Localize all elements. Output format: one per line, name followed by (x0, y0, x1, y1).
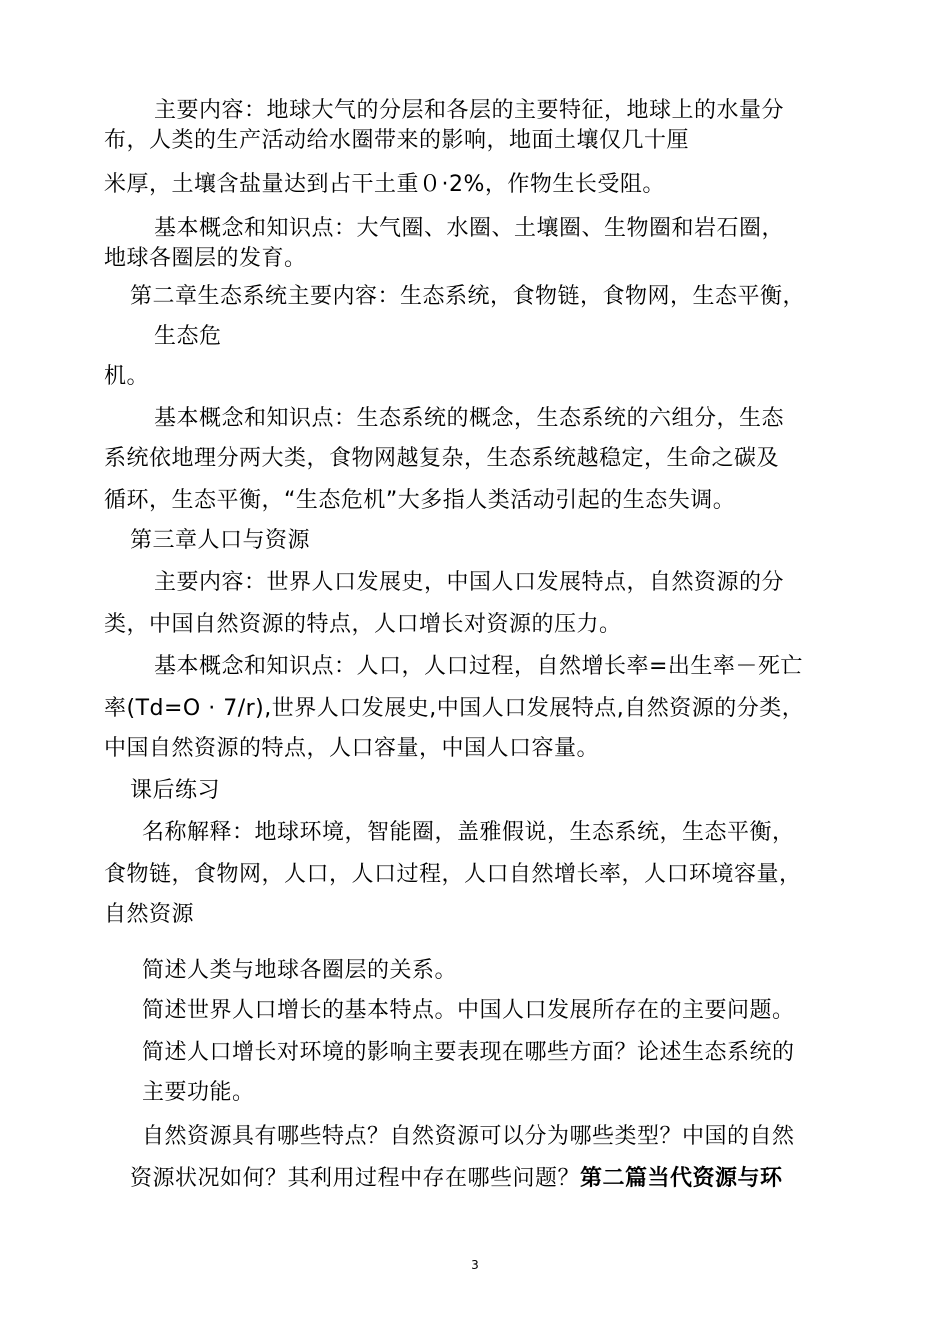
chapter-heading: 第三章人口与资源 (130, 528, 311, 553)
paragraph-line: 生态危 (154, 324, 222, 349)
paragraph-line: 基本概念和知识点：生态系统的概念，生态系统的六组分，生态 (154, 406, 785, 431)
paragraph-line: 类，中国自然资源的特点，人口增长对资源的压力。 (104, 612, 622, 637)
paragraph-line: 中国自然资源的特点，人口容量，中国人口容量。 (104, 736, 600, 761)
paragraph-line: 率(Td=O · 7/r),世界人口发展史,中国人口发展特点,自然资源的分类， (104, 696, 805, 721)
paragraph-line: 基本概念和知识点：人口，人口过程，自然增长率=出生率－死亡 (154, 654, 803, 679)
paragraph-line: 机。 (104, 364, 150, 389)
question-line: 简述世界人口增长的基本特点。中国人口发展所存在的主要问题。 (142, 998, 795, 1023)
paragraph-line: 主要内容：地球大气的分层和各层的主要特征，地球上的水量分 (154, 98, 785, 123)
paragraph-line: 基本概念和知识点：大气圈、水圈、土壤圈、生物圈和岩石圈， (154, 216, 785, 241)
question-line (130, 1164, 783, 1194)
paragraph-line: 布，人类的生产活动给水圈带来的影响，地面土壤仅几十厘 (104, 128, 690, 153)
paragraph-line: 地球各圈层的发育。 (104, 246, 307, 271)
paragraph-line: 主要内容：世界人口发展史，中国人口发展特点，自然资源的分 (154, 570, 785, 595)
question-line: 主要功能。 (142, 1080, 255, 1105)
chapter-heading: 第二章生态系统主要内容：生态系统，食物链，食物网，生态平衡， (130, 284, 806, 309)
question-line: 简述人类与地球各圈层的关系。 (142, 958, 458, 983)
paragraph-line: 自然资源 (104, 902, 195, 927)
paragraph-line: 食物链，食物网，人口，人口过程，人口自然增长率，人口环境容量， (104, 862, 802, 887)
question-line: 简述人口增长对环境的影响主要表现在哪些方面？论述生态系统的 (142, 1040, 795, 1065)
paragraph-line: 米厚，土壤含盐量达到占干土重０·2%，作物生长受阻。 (104, 172, 665, 197)
page-number: 3 (471, 1258, 479, 1272)
question-text: 资源状况如何？其利用过程中存在哪些问题？ (130, 1166, 581, 1191)
paragraph-line: 系统依地理分两大类，食物网越复杂，生态系统越稳定，生命之碳及 (104, 446, 780, 471)
part-heading: 第二篇当代资源与环 (580, 1166, 783, 1191)
question-line: 自然资源具有哪些特点？自然资源可以分为哪些类型？中国的自然 (142, 1124, 795, 1149)
section-heading: 课后练习 (130, 778, 221, 803)
paragraph-line: 循环，生态平衡，“生态危机”大多指人类活动引起的生态失调。 (104, 488, 736, 513)
paragraph-line: 名称解释：地球环境，智能圈，盖雅假说，生态系统，生态平衡， (142, 820, 795, 845)
